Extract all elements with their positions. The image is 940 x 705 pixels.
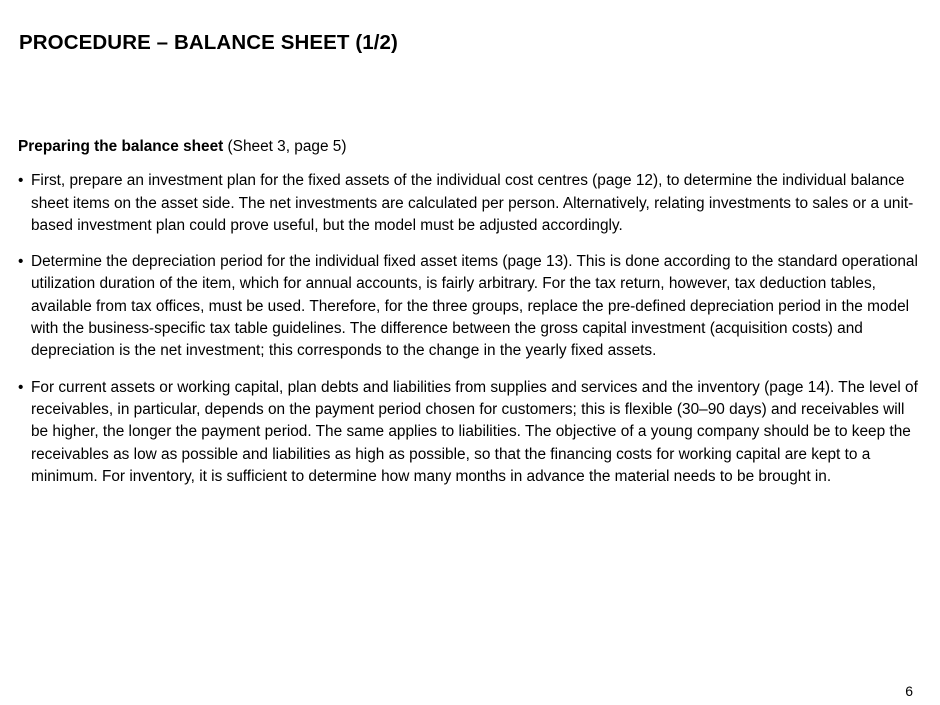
bullet-list [18,170,923,488]
page-title: PROCEDURE – BALANCE SHEET (1/2) [19,31,398,54]
bullet-text: Determine the depreciation period for the individual fixed asset items (page 13). This is done according to the standard operational utilization duration of the item, which for annual accounts, is fairly arbitrary. For the tax return, however, tax deduction tables, available from tax offices, must be used. Therefore, for the three groups, replace the pre-defined depreciation period in the model with the business-specific tax table guidelines. The difference between the gross capital investment (acquisition costs) and depreciation is the net investment; this corresponds to the change in the yearly fixed assets. [31,253,918,360]
bullet-text: First, prepare an investment plan for the fixed assets of the individual cost centres (page 12), to determine the individual balance sheet items on the asset side. The net investments are calculated per person. Alternatively, relating investments to sales or a unit-based investment plan could prove useful, but the model must be adjusted accordingly. [31,172,914,234]
bullet-icon: • [18,172,24,190]
bullet-icon: • [18,253,24,271]
bullet-item-investment-plan [18,170,923,237]
page-number: 6 [905,683,913,699]
section-subheading [18,136,923,158]
subheading-reference: (Sheet 3, page 5) [223,138,347,155]
bullet-item-depreciation [18,251,923,362]
subheading-bold: Preparing the balance sheet [18,138,224,155]
bullet-item-working-capital [18,377,923,488]
bullet-icon: • [18,378,24,396]
slide-content [18,136,923,502]
bullet-text: For current assets or working capital, plan debts and liabilities from supplies and services and the inventory (page 14). The level of receivables, in particular, depends on the payment period chosen for customers; this is flexible (30–90 days) and receivables will be higher, the longer the payment period. The same applies to liabilities. The objective of a young company should be to keep the receivables as low as possible and liabilities as high as possible, so that the financing costs for working capital are kept to a minimum. For inventory, it is sufficient to determine how many months in advance the material needs to be brought in. [31,378,918,485]
